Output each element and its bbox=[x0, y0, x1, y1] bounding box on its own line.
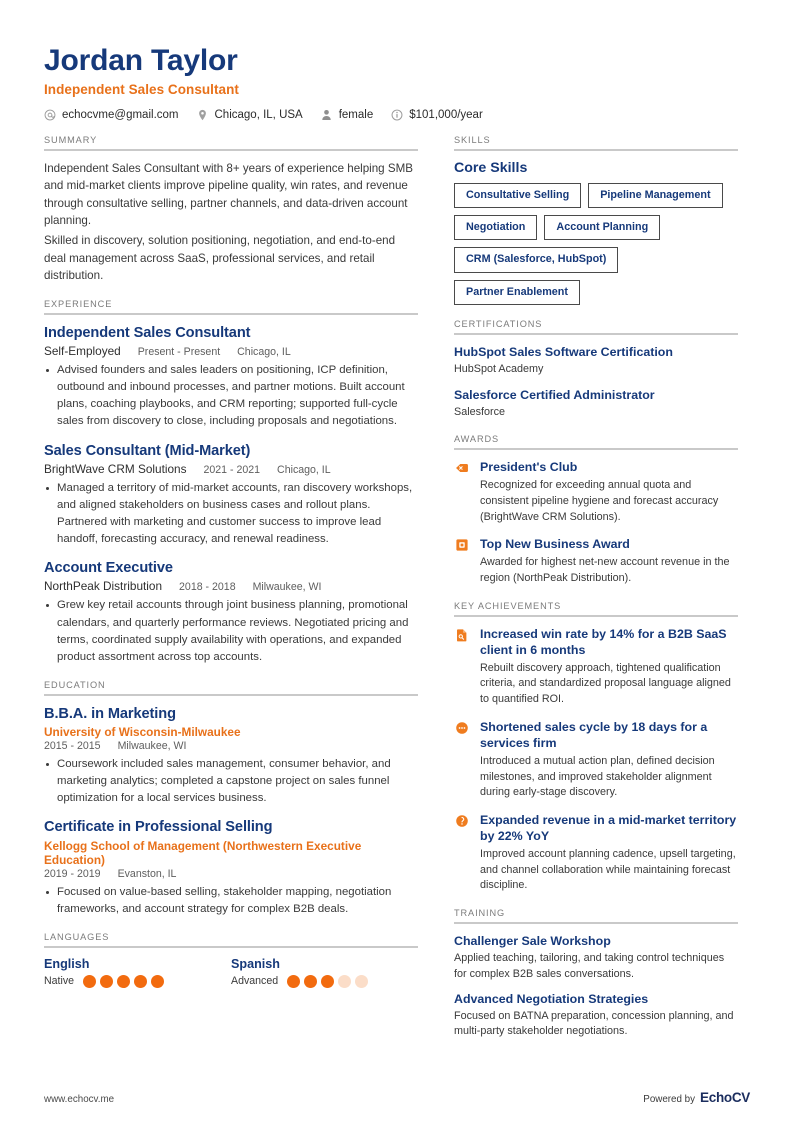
section-title-key-achievements: KEY ACHIEVEMENTS bbox=[454, 600, 562, 611]
experience-dates: 2021 - 2021 bbox=[203, 463, 261, 476]
summary-paragraph: Skilled in discovery, solution positioning, negotiation, and end-to-end deal management across SaaS, professional services, and retail distribution. bbox=[44, 234, 396, 283]
training-entry bbox=[454, 991, 738, 1040]
footer-branding bbox=[643, 1090, 750, 1105]
award-body bbox=[480, 459, 738, 525]
section-title-experience: EXPERIENCE bbox=[44, 298, 113, 309]
award-description: Recognized for exceeding annual quota and consistent pipeline hygiene and forecast accuracy (BrightWave CRM Solutions). bbox=[480, 479, 719, 523]
education-school: University of Wisconsin-Milwaukee bbox=[44, 725, 241, 740]
experience-bullets bbox=[44, 597, 418, 665]
contact-gender bbox=[321, 109, 374, 121]
skill-chip-list bbox=[454, 183, 738, 306]
candidate-name: Jordan Taylor bbox=[44, 44, 238, 77]
training-name: Advanced Negotiation Strategies bbox=[454, 991, 649, 1006]
rating-dot bbox=[151, 975, 164, 988]
experience-org: NorthPeak Distribution bbox=[44, 579, 163, 594]
right-column bbox=[444, 135, 738, 1054]
contact-salary-text: $101,000/year bbox=[409, 108, 483, 121]
education-dates: 2019 - 2019 bbox=[44, 867, 101, 880]
education-entry bbox=[44, 705, 418, 808]
section-divider bbox=[454, 448, 738, 450]
language-name: English bbox=[44, 956, 90, 971]
training-description: Focused on BATNA preparation, concession planning, and multi-party stakeholder negotiations. bbox=[454, 1010, 734, 1038]
experience-bullets bbox=[44, 480, 418, 548]
education-location: Evanston, IL bbox=[117, 867, 177, 880]
contact-location bbox=[197, 109, 303, 121]
rating-dot bbox=[338, 975, 351, 988]
experience-location: Chicago, IL bbox=[277, 463, 331, 476]
rating-dot bbox=[287, 975, 300, 988]
section-title-languages: LANGUAGES bbox=[44, 931, 110, 942]
bullet-item: Managed a territory of mid-market accounts, ran discovery workshops, and aligned stakeholders on business cases and rollout plans. Partnered with marketing and customer success to improve lead handoff, forecasting accuracy, and renewal readiness. bbox=[44, 480, 418, 548]
bullet-item: Focused on value-based selling, stakeholder mapping, negotiation frameworks, and account strategy for complex B2B deals. bbox=[44, 884, 418, 918]
achievement-name: Shortened sales cycle by 18 days for a services firm bbox=[480, 719, 708, 750]
education-degree: Certificate in Professional Selling bbox=[44, 819, 273, 836]
experience-org: Self-Employed bbox=[44, 344, 121, 359]
certification-entry bbox=[454, 387, 738, 420]
skill-chip: Account Planning bbox=[544, 215, 660, 240]
skill-chip: Pipeline Management bbox=[588, 183, 722, 208]
award-name: Top New Business Award bbox=[480, 537, 630, 552]
language-item bbox=[231, 957, 418, 988]
award-body bbox=[480, 536, 738, 586]
section-title-education: EDUCATION bbox=[44, 679, 106, 690]
section-title-certifications: CERTIFICATIONS bbox=[454, 319, 543, 330]
achievement-body bbox=[480, 719, 738, 801]
experience-entry bbox=[44, 442, 418, 549]
document-icon bbox=[454, 626, 469, 642]
achievement-entry bbox=[454, 626, 738, 708]
skill-chip: CRM (Salesforce, HubSpot) bbox=[454, 247, 618, 272]
rating-dot bbox=[117, 975, 130, 988]
education-bullets bbox=[44, 756, 418, 807]
resume-body bbox=[44, 135, 750, 1054]
dots-circle-icon bbox=[454, 719, 469, 735]
experience-role: Sales Consultant (Mid-Market) bbox=[44, 442, 251, 459]
rating-dot bbox=[100, 975, 113, 988]
skill-chip: Partner Enablement bbox=[454, 280, 580, 305]
contact-gender-text: female bbox=[338, 108, 374, 121]
language-level: Native bbox=[44, 975, 75, 988]
left-column bbox=[44, 135, 444, 1002]
experience-role: Account Executive bbox=[44, 560, 173, 577]
language-level-row bbox=[44, 975, 231, 988]
person-icon bbox=[321, 109, 333, 121]
section-divider bbox=[454, 149, 738, 151]
summary-paragraph: Independent Sales Consultant with 8+ years of experience helping SMB and mid-market clients improve pipeline quality, win rates, and revenue through consultative selling, partner channels, and data-driven account planning. bbox=[44, 161, 413, 228]
education-degree: B.B.A. in Marketing bbox=[44, 705, 176, 722]
language-level: Advanced bbox=[231, 975, 279, 988]
education-school-row bbox=[44, 839, 418, 867]
languages-list bbox=[44, 957, 418, 988]
certification-entry bbox=[454, 344, 738, 377]
section-education bbox=[44, 680, 418, 918]
section-divider bbox=[44, 313, 418, 315]
contact-email-text: echocvme@gmail.com bbox=[62, 108, 179, 121]
award-name: President's Club bbox=[480, 460, 578, 475]
resume-footer bbox=[44, 1090, 750, 1105]
experience-meta bbox=[44, 344, 418, 358]
section-divider bbox=[454, 615, 738, 617]
training-description: Applied teaching, tailoring, and taking control techniques for complex B2B sales conversations. bbox=[454, 952, 725, 980]
training-name: Challenger Sale Workshop bbox=[454, 934, 611, 949]
experience-meta bbox=[44, 579, 418, 593]
section-divider bbox=[44, 946, 418, 948]
bullet-item: Coursework included sales management, consumer behavior, and marketing analytics; completed a capstone project on sales funnel optimization for a local services business. bbox=[44, 756, 418, 807]
candidate-headline: Independent Sales Consultant bbox=[44, 81, 239, 97]
education-meta bbox=[44, 740, 418, 752]
award-description: Awarded for highest net-new account revenue in the region (NorthPeak Distribution). bbox=[480, 556, 730, 584]
info-circle-icon bbox=[391, 109, 403, 121]
experience-entry bbox=[44, 559, 418, 666]
language-level-row bbox=[231, 975, 418, 988]
training-entry bbox=[454, 933, 738, 982]
section-summary bbox=[44, 135, 418, 285]
email-icon bbox=[44, 109, 56, 121]
rating-dot bbox=[83, 975, 96, 988]
location-pin-icon bbox=[197, 109, 209, 121]
achievement-entry bbox=[454, 812, 738, 894]
section-title-skills: SKILLS bbox=[454, 134, 491, 145]
experience-org: BrightWave CRM Solutions bbox=[44, 461, 187, 476]
experience-dates: Present - Present bbox=[137, 346, 221, 359]
education-school-row bbox=[44, 725, 418, 739]
language-name: Spanish bbox=[231, 956, 280, 971]
certification-issuer: HubSpot Academy bbox=[454, 363, 544, 376]
skill-group-name: Core Skills bbox=[454, 159, 528, 176]
rating-dot bbox=[355, 975, 368, 988]
certification-name: HubSpot Sales Software Certification bbox=[454, 345, 673, 360]
language-rating-dots bbox=[83, 975, 164, 988]
section-awards bbox=[454, 434, 738, 586]
achievement-description: Introduced a mutual action plan, defined decision milestones, and improved stakeholder alignment during early-stage discovery. bbox=[480, 755, 715, 799]
medal-circle-icon bbox=[454, 812, 469, 828]
achievement-description: Rebuilt discovery approach, tightened qualification criteria, and standardized proposal language aligned to quantified ROI. bbox=[480, 661, 731, 706]
experience-role: Independent Sales Consultant bbox=[44, 324, 251, 341]
achievement-body bbox=[480, 812, 738, 894]
section-title-awards: AWARDS bbox=[454, 434, 500, 445]
education-entry bbox=[44, 818, 418, 917]
section-divider bbox=[44, 149, 418, 151]
rating-dot bbox=[321, 975, 334, 988]
contact-row bbox=[44, 109, 750, 121]
certification-name: Salesforce Certified Administrator bbox=[454, 387, 655, 402]
language-rating-dots bbox=[287, 975, 368, 988]
contact-location-text: Chicago, IL, USA bbox=[214, 108, 303, 121]
experience-dates: 2018 - 2018 bbox=[179, 581, 236, 594]
powered-by-label: Powered by bbox=[643, 1094, 696, 1105]
bullet-item: Advised founders and sales leaders on positioning, ICP definition, outbound and inbound processes, and partner motions. Built account plans, coaching playbooks, and CRM reporting; supported full-cycle sales from discovery to close, including proposals and negotiations. bbox=[44, 362, 418, 430]
resume-header bbox=[44, 44, 750, 121]
rating-dot bbox=[304, 975, 317, 988]
experience-entry bbox=[44, 324, 418, 431]
achievement-name: Increased win rate by 14% for a B2B SaaS client in 6 months bbox=[480, 626, 727, 657]
education-school: Kellogg School of Management (Northwestern Executive Education) bbox=[44, 838, 362, 867]
contact-salary bbox=[391, 109, 483, 121]
section-title-training: TRAINING bbox=[454, 908, 506, 919]
section-divider bbox=[44, 694, 418, 696]
section-languages bbox=[44, 932, 418, 988]
achievement-entry bbox=[454, 719, 738, 801]
tag-icon bbox=[454, 459, 469, 475]
education-bullets bbox=[44, 884, 418, 918]
language-item bbox=[44, 957, 231, 988]
section-experience bbox=[44, 299, 418, 666]
experience-location: Milwaukee, WI bbox=[252, 581, 322, 594]
achievement-body bbox=[480, 626, 738, 708]
award-entry bbox=[454, 536, 738, 586]
section-title-summary: SUMMARY bbox=[44, 134, 98, 145]
contact-email bbox=[44, 109, 179, 121]
education-dates: 2015 - 2015 bbox=[44, 740, 101, 753]
achievement-name: Expanded revenue in a mid-market territory by 22% YoY bbox=[480, 812, 737, 844]
education-meta bbox=[44, 868, 418, 880]
rating-dot bbox=[134, 975, 147, 988]
certification-issuer: Salesforce bbox=[454, 405, 506, 418]
section-key-achievements bbox=[454, 601, 738, 895]
experience-bullets bbox=[44, 362, 418, 430]
experience-location: Chicago, IL bbox=[237, 346, 291, 359]
achievement-description: Improved account planning cadence, upsell targeting, and channel collaboration while maintaining forecast discipline. bbox=[480, 848, 736, 892]
footer-url[interactable]: www.echocv.me bbox=[44, 1094, 115, 1105]
skill-chip: Negotiation bbox=[454, 215, 537, 240]
education-location: Milwaukee, WI bbox=[117, 740, 187, 753]
bullet-item: Grew key retail accounts through joint business planning, promotional calendars, and quarterly performance reviews. Negotiated pricing and terms, coordinated supply availability with operations, and expanded product assortment across top accounts. bbox=[44, 597, 418, 665]
chip-square-icon bbox=[454, 536, 469, 552]
section-skills bbox=[454, 135, 738, 306]
section-certifications bbox=[454, 319, 738, 420]
section-training bbox=[454, 908, 738, 1040]
brand-logo-text: EchoCV bbox=[700, 1090, 750, 1105]
skill-chip: Consultative Selling bbox=[454, 183, 581, 208]
award-entry bbox=[454, 459, 738, 525]
section-divider bbox=[454, 333, 738, 335]
experience-meta bbox=[44, 462, 418, 476]
section-divider bbox=[454, 922, 738, 924]
